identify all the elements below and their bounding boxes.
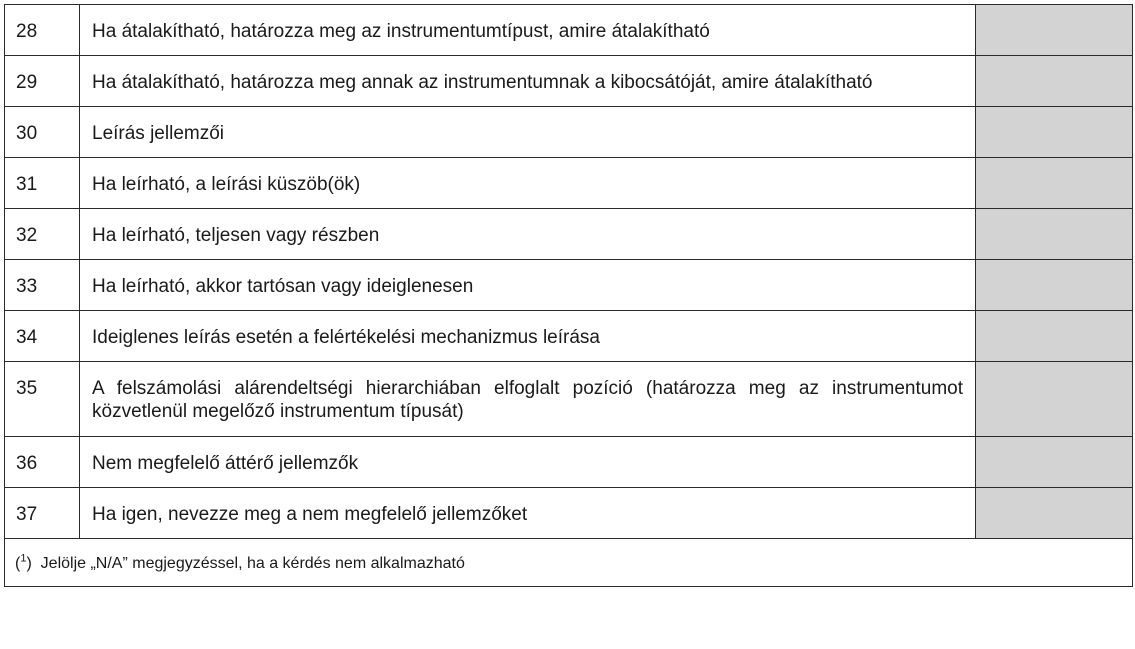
row-description: Ha leírható, teljesen vagy részben: [80, 209, 976, 260]
table-row: [5, 107, 1133, 158]
row-number: 28: [5, 5, 80, 56]
table-row: [5, 311, 1133, 362]
row-number: 37: [5, 488, 80, 539]
data-table: [4, 4, 1133, 587]
row-description: Ha átalakítható, határozza meg annak az instrumentumnak a kibocsátóját, amire átalakítható: [80, 56, 976, 107]
table-row: [5, 56, 1133, 107]
shaded-cell: [976, 5, 1133, 56]
footnote-row: [5, 539, 1133, 587]
footnote-number: 1: [20, 552, 27, 565]
shaded-cell: [976, 488, 1133, 539]
footnote: [5, 539, 1133, 587]
row-description: Nem megfelelő áttérő jellemzők: [80, 437, 976, 488]
row-description: A felszámolási alárendeltségi hierarchiában elfoglalt pozíció (határozza meg az instrumentumot közvetlenül megelőző instrumentum típusát): [80, 362, 976, 437]
table-row: [5, 209, 1133, 260]
shaded-cell: [976, 56, 1133, 107]
row-description: Leírás jellemzői: [80, 107, 976, 158]
row-description: Ha átalakítható, határozza meg az instrumentumtípust, amire átalakítható: [80, 5, 976, 56]
row-number: 31: [5, 158, 80, 209]
row-description: Ha igen, nevezze meg a nem megfelelő jellemzőket: [80, 488, 976, 539]
table-row: [5, 488, 1133, 539]
table-row: [5, 158, 1133, 209]
row-number: 36: [5, 437, 80, 488]
row-description: Ha leírható, akkor tartósan vagy ideiglenesen: [80, 260, 976, 311]
shaded-cell: [976, 311, 1133, 362]
shaded-cell: [976, 158, 1133, 209]
shaded-cell: [976, 437, 1133, 488]
table-row: [5, 5, 1133, 56]
row-description: Ideiglenes leírás esetén a felértékelési mechanizmus leírása: [80, 311, 976, 362]
shaded-cell: [976, 260, 1133, 311]
row-number: 30: [5, 107, 80, 158]
footnote-marker: [15, 552, 32, 572]
footnote-close-paren: ): [26, 555, 32, 572]
row-number: 32: [5, 209, 80, 260]
footnote-open-paren: (: [15, 555, 21, 572]
row-number: 29: [5, 56, 80, 107]
shaded-cell: [976, 209, 1133, 260]
row-number: 35: [5, 362, 80, 437]
table-row: [5, 437, 1133, 488]
shaded-cell: [976, 107, 1133, 158]
row-description: Ha leírható, a leírási küszöb(ök): [80, 158, 976, 209]
shaded-cell: [976, 362, 1133, 437]
row-number: 34: [5, 311, 80, 362]
row-number: 33: [5, 260, 80, 311]
table-row: [5, 260, 1133, 311]
footnote-text: Jelölje „N/A” megjegyzéssel, ha a kérdés nem alkalmazható: [40, 555, 465, 572]
table-row: [5, 362, 1133, 437]
